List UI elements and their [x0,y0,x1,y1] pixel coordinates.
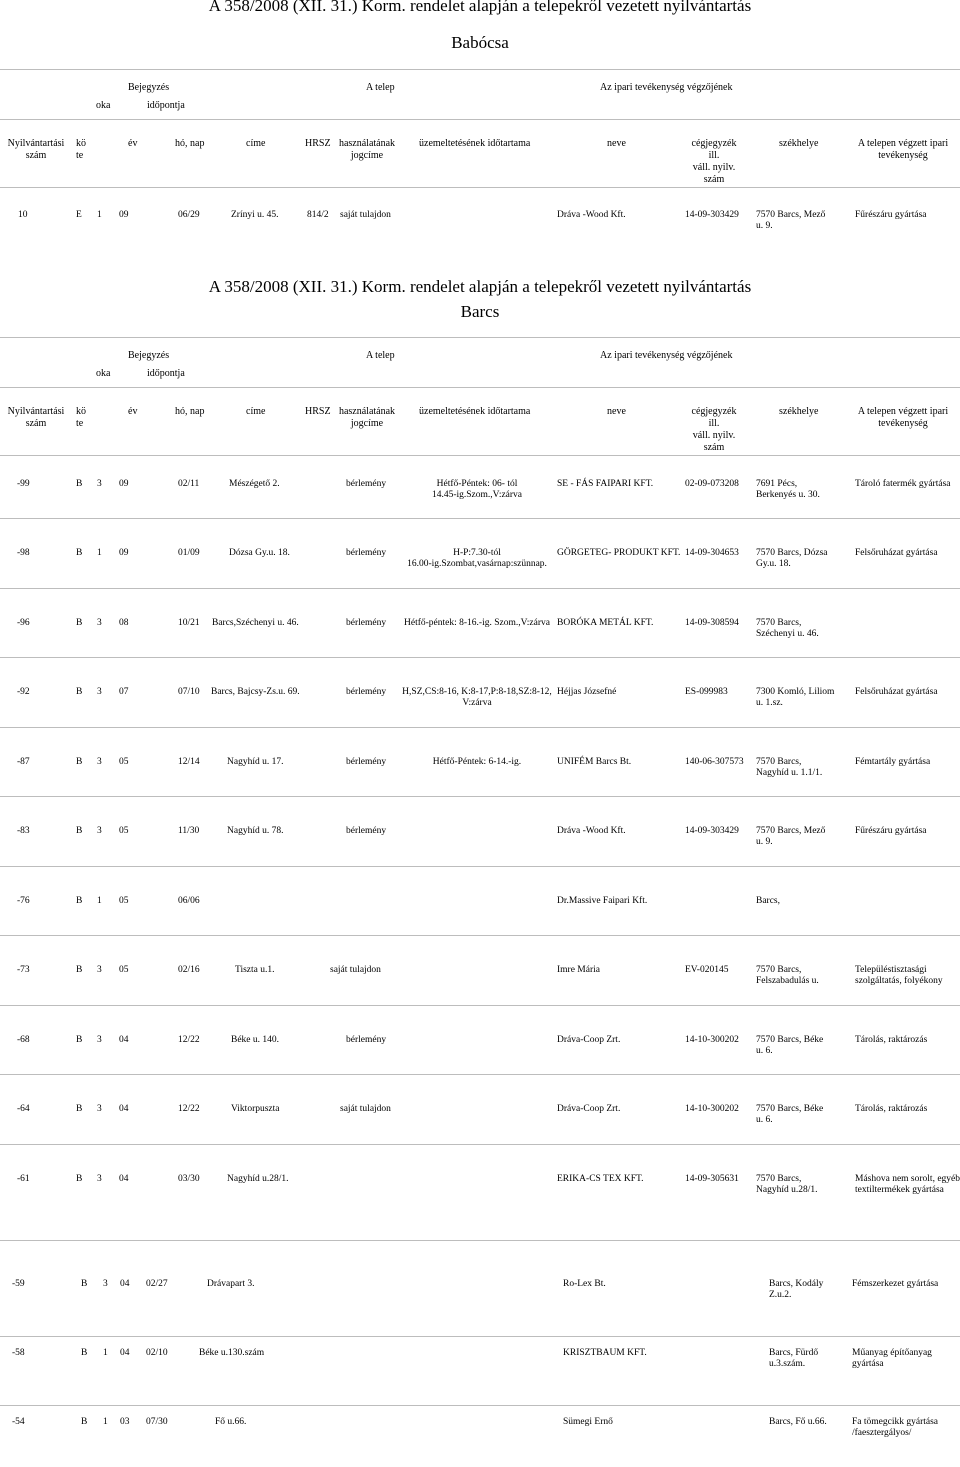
cell-szam: -96 [17,618,30,628]
cell-kote: B [76,1174,83,1184]
row-divider [0,1405,960,1406]
cell-idotartama: Hétfő-Péntek: 06- tól 14.45-ig.Szom.,V:zárva [431,479,523,500]
cell-neve: Dráva-Coop Zrt. [557,1035,621,1045]
cell-cime: Nagyhíd u. 78. [227,826,284,836]
cell-tevekenyseg: Fémtartály gyártása [855,757,931,767]
cell-szekhelye: Barcs, Fő u.66. [769,1417,827,1427]
cell-kod: 3 [97,757,102,767]
header-ipari: Az ipari tevékenység végzőjének [600,350,733,361]
cell-cime: Zrínyi u. 45. [231,210,279,220]
cell-ev: 03 [120,1417,130,1427]
col-header-nyilvantartasi-szam: Nyilvántartási szám [7,406,65,429]
table-row [0,896,960,946]
cell-kod: 3 [103,1279,108,1289]
col-header-kote: kö te [76,406,86,429]
cell-ho-nap: 07/10 [178,687,200,697]
cell-jogcime: saját tulajdon [340,210,391,220]
section1-header-rule-top [0,69,960,70]
col-header-ev: év [128,406,138,417]
col-header-tevekenyseg: A telepen végzett ipari tevékenység [857,406,949,429]
cell-cegjegyzek: 14-09-305631 [685,1174,739,1184]
cell-ev: 04 [119,1174,129,1184]
cell-idotartama: H-P:7.30-tól 16.00-ig.Szombat,vasárnap:szünnap. [407,548,547,569]
table-row [0,548,960,598]
col-header-neve: neve [607,138,626,149]
cell-tevekenyseg: Tárolás, raktározás [855,1035,928,1045]
table-row [0,618,960,668]
col-header-szekhelye: székhelye [779,138,819,149]
cell-tevekenyseg: Tároló fatermék gyártása [855,479,951,489]
col-header-hrsz: HRSZ [305,138,331,149]
cell-neve: Dráva -Wood Kft. [557,210,626,220]
cell-cime: Tiszta u.1. [235,965,275,975]
cell-ev: 05 [119,896,129,906]
row-divider [0,727,960,728]
section1-header-rule-bottom [0,187,960,188]
col-header-jogcime: használatának jogcíme [338,138,396,161]
cell-neve: BORÓKA METÁL KFT. [557,618,654,628]
cell-tevekenyseg: Tárolás, raktározás [855,1104,928,1114]
cell-jogcime: saját tulajdon [340,1104,391,1114]
cell-kod: 3 [97,1035,102,1045]
row-divider [0,1336,960,1337]
cell-szam: -58 [12,1348,25,1358]
cell-szekhelye: 7691 Pécs, Berkenyés u. 30. [756,479,820,500]
cell-kod: 3 [97,1174,102,1184]
cell-kote: B [76,618,83,628]
cell-ev: 09 [119,210,129,220]
table-row [0,965,960,1015]
cell-cime: Béke u.130.szám [199,1348,265,1358]
cell-cime: Drávapart 3. [207,1279,255,1289]
cell-ev: 05 [119,965,129,975]
cell-neve: Ro-Lex Bt. [563,1279,606,1289]
col-header-cegjegyzek: cégjegyzék ill. váll. nyilv. szám [691,138,737,185]
cell-idotartama: H,SZ,CS:8-16, K:8-17,P:8-18,SZ:8-12, V:zárva [402,687,552,708]
cell-jogcime: bérlemény [346,548,387,558]
cell-kote: B [76,548,83,558]
cell-ho-nap: 07/30 [146,1417,168,1427]
cell-ev: 04 [119,1035,129,1045]
cell-kote: B [76,757,83,767]
cell-kod: 3 [97,1104,102,1114]
header-bejegyzes: Bejegyzés [128,350,170,361]
cell-szekhelye: Barcs, [756,896,781,906]
cell-cegjegyzek: 02-09-073208 [685,479,739,489]
row-divider [0,1005,960,1006]
cell-szam: -92 [17,687,30,697]
row-divider [0,518,960,519]
cell-tevekenyseg: Felsőruházat gyártása [855,548,938,558]
table-row [0,687,960,737]
cell-ho-nap: 01/09 [178,548,200,558]
cell-cegjegyzek: 14-10-300202 [685,1035,739,1045]
cell-ho-nap: 12/22 [178,1035,200,1045]
cell-cime: Nagyhíd u.28/1. [227,1174,289,1184]
cell-szam: -73 [17,965,30,975]
cell-ev: 04 [119,1104,129,1114]
cell-cegjegyzek: ES-099983 [685,687,728,697]
cell-kod: 1 [97,210,102,220]
table-row [0,1417,960,1467]
cell-jogcime: bérlemény [346,757,387,767]
cell-ev: 09 [119,548,129,558]
col-header-ho-nap: hó, nap [175,138,205,149]
cell-ev: 09 [119,479,129,489]
cell-kod: 3 [97,618,102,628]
cell-idotartama: Hétfő-Péntek: 6-14.-ig. [432,757,522,767]
row-divider [0,1144,960,1145]
cell-ev: 04 [120,1348,130,1358]
cell-kod: 3 [97,826,102,836]
cell-ho-nap: 12/22 [178,1104,200,1114]
table-row [0,1035,960,1085]
table-row [0,1348,960,1398]
cell-ho-nap: 02/16 [178,965,200,975]
cell-cegjegyzek: 14-09-303429 [685,210,739,220]
col-header-hrsz: HRSZ [305,406,331,417]
row-divider [0,935,960,936]
cell-tevekenyseg: Felsőruházat gyártása [855,687,938,697]
cell-jogcime: bérlemény [346,479,387,489]
section1-title: A 358/2008 (XII. 31.) Korm. rendelet alapján a telepekről vezetett nyilvántartás [208,0,752,15]
cell-kote: B [76,1104,83,1114]
cell-szam: -87 [17,757,30,767]
cell-hrsz: 814/2 [307,210,329,220]
cell-cime: Nagyhíd u. 17. [227,757,284,767]
cell-jogcime: saját tulajdon [330,965,381,975]
section2-header-rule-mid [0,387,960,388]
cell-szekhelye: 7570 Barcs, Széchenyi u. 46. [756,618,819,639]
cell-szekhelye: 7570 Barcs, Béke u. 6. [756,1104,824,1125]
cell-kod: 3 [97,479,102,489]
row-divider [0,1240,960,1241]
cell-cime: Fő u.66. [215,1417,247,1427]
cell-neve: SE - FÁS FAIPARI KFT. [557,479,654,489]
cell-jogcime: bérlemény [346,1035,387,1045]
cell-tevekenyseg: Máshova nem sorolt, egyéb textiltermékek gyártása [855,1174,960,1195]
cell-szam: 10 [18,210,28,220]
section1-header-rule-mid [0,119,960,120]
cell-kod: 3 [97,965,102,975]
cell-szekhelye: 7300 Komló, Liliom u. 1.sz. [756,687,835,708]
row-divider [0,796,960,797]
cell-kote: B [76,965,83,975]
col-header-neve: neve [607,406,626,417]
cell-kote: B [76,479,83,489]
cell-szekhelye: 7570 Barcs, Nagyhíd u. 1.1/1. [756,757,823,778]
header-idopontja: időpontja [147,368,185,379]
col-header-nyilvantartasi-szam: Nyilvántartási szám [7,138,65,161]
cell-ev: 05 [119,757,129,767]
cell-ho-nap: 03/30 [178,1174,200,1184]
cell-szekhelye: Barcs, Kodály Z.u.2. [769,1279,824,1300]
cell-neve: Dráva-Coop Zrt. [557,1104,621,1114]
col-header-cegjegyzek: cégjegyzék ill. váll. nyilv. szám [691,406,737,453]
col-header-tevekenyseg: A telepen végzett ipari tevékenység [857,138,949,161]
col-header-cime: címe [246,138,266,149]
cell-ev: 05 [119,826,129,836]
cell-ho-nap: 06/29 [178,210,200,220]
header-bejegyzes: Bejegyzés [128,82,170,93]
section2-header-rule-bottom [0,455,960,456]
cell-jogcime: bérlemény [346,826,387,836]
cell-tevekenyseg: Fűrészáru gyártása [855,210,927,220]
cell-tevekenyseg: Műanyag építőanyag gyártása [852,1348,932,1369]
cell-tevekenyseg: Fémszerkezet gyártása [852,1279,939,1289]
row-divider [0,657,960,658]
cell-cegjegyzek: 14-10-300202 [685,1104,739,1114]
cell-szam: -61 [17,1174,30,1184]
cell-neve: GÖRGETEG- PRODUKT KFT. [557,548,681,558]
col-header-szekhelye: székhelye [779,406,819,417]
section2-subtitle: Barcs [460,302,500,321]
cell-ho-nap: 06/06 [178,896,200,906]
table-row [0,826,960,876]
cell-cime: Viktorpuszta [231,1104,280,1114]
cell-ho-nap: 02/10 [146,1348,168,1358]
header-oka: oka [96,100,111,111]
cell-ev: 04 [120,1279,130,1289]
cell-szam: -99 [17,479,30,489]
cell-ev: 07 [119,687,129,697]
table-row [0,210,960,260]
cell-kote: B [76,896,83,906]
cell-szam: -68 [17,1035,30,1045]
cell-idotartama: Hétfő-péntek: 8-16.-ig. Szom.,V:zárva [404,618,550,628]
cell-szekhelye: 7570 Barcs, Dózsa Gy.u. 18. [756,548,828,569]
col-header-ev: év [128,138,138,149]
cell-neve: Dr.Massive Faipari Kft. [557,896,648,906]
cell-kod: 1 [103,1417,108,1427]
col-header-idotartama: üzemeltetésének időtartama [419,406,531,417]
cell-cime: Dózsa Gy.u. 18. [229,548,290,558]
cell-tevekenyseg: Fa tömegcikk gyártása /faesztergályos/ [852,1417,939,1438]
section2-title: A 358/2008 (XII. 31.) Korm. rendelet alapján a telepekről vezetett nyilvántartás [208,277,752,296]
cell-tevekenyseg: Fűrészáru gyártása [855,826,927,836]
cell-szam: -76 [17,896,30,906]
cell-kod: 1 [97,548,102,558]
cell-neve: ERIKA-CS TEX KFT. [557,1174,644,1184]
col-header-idotartama: üzemeltetésének időtartama [419,138,531,149]
cell-szekhelye: Barcs, Fürdő u.3.szám. [769,1348,819,1369]
cell-cime: Mészégető 2. [229,479,280,489]
col-header-jogcime: használatának jogcíme [338,406,396,429]
cell-szam: -98 [17,548,30,558]
header-telep: A telep [366,350,395,361]
cell-kote: E [76,210,82,220]
row-divider [0,1074,960,1075]
cell-cime: Barcs, Bajcsy-Zs.u. 69. [211,687,300,697]
cell-szam: -64 [17,1104,30,1114]
table-row [0,479,960,529]
cell-neve: Sümegi Ernő [563,1417,613,1427]
cell-kod: 3 [97,687,102,697]
section2-header-rule-top [0,337,960,338]
header-ipari: Az ipari tevékenység végzőjének [600,82,733,93]
cell-neve: Dráva -Wood Kft. [557,826,626,836]
cell-szekhelye: 7570 Barcs, Felszabadulás u. [756,965,819,986]
cell-kod: 1 [97,896,102,906]
cell-kote: B [81,1279,88,1289]
cell-ho-nap: 02/11 [178,479,200,489]
cell-cegjegyzek: 140-06-307573 [685,757,744,767]
header-idopontja: időpontja [147,100,185,111]
cell-szam: -83 [17,826,30,836]
cell-cegjegyzek: 14-09-308594 [685,618,739,628]
cell-szekhelye: 7570 Barcs, Nagyhíd u.28/1. [756,1174,818,1195]
col-header-cime: címe [246,406,266,417]
cell-ho-nap: 02/27 [146,1279,168,1289]
row-divider [0,866,960,867]
cell-szam: -54 [12,1417,25,1427]
cell-kote: B [81,1417,88,1427]
header-telep: A telep [366,82,395,93]
section1-subtitle: Babócsa [451,33,509,52]
cell-kote: B [76,1035,83,1045]
cell-szekhelye: 7570 Barcs, Mező u. 9. [756,826,826,847]
table-row [0,1104,960,1154]
cell-neve: Imre Mária [557,965,600,975]
cell-ev: 08 [119,618,129,628]
cell-kote: B [76,826,83,836]
col-header-ho-nap: hó, nap [175,406,205,417]
cell-neve: KRISZTBAUM KFT. [563,1348,647,1358]
cell-cegjegyzek: 14-09-304653 [685,548,739,558]
cell-cegjegyzek: EV-020145 [685,965,729,975]
table-row [0,1279,960,1329]
cell-ho-nap: 12/14 [178,757,200,767]
cell-ho-nap: 10/21 [178,618,200,628]
cell-ho-nap: 11/30 [178,826,200,836]
table-row [0,757,960,807]
cell-cegjegyzek: 14-09-303429 [685,826,739,836]
cell-jogcime: bérlemény [346,618,387,628]
cell-szekhelye: 7570 Barcs, Béke u. 6. [756,1035,824,1056]
cell-kote: B [76,687,83,697]
cell-tevekenyseg: Településtisztasági szolgáltatás, folyékony [855,965,943,986]
col-header-kote: kö te [76,138,86,161]
header-oka: oka [96,368,111,379]
cell-neve: UNIFÉM Barcs Bt. [557,757,632,767]
cell-jogcime: bérlemény [346,687,387,697]
cell-kod: 1 [103,1348,108,1358]
table-row [0,1174,960,1224]
cell-cime: Barcs,Széchenyi u. 46. [212,618,299,628]
cell-cime: Béke u. 140. [231,1035,280,1045]
cell-kote: B [81,1348,88,1358]
cell-szam: -59 [12,1279,25,1289]
cell-neve: Héjjas Józsefné [557,687,617,697]
row-divider [0,588,960,589]
cell-szekhelye: 7570 Barcs, Mező u. 9. [756,210,826,231]
